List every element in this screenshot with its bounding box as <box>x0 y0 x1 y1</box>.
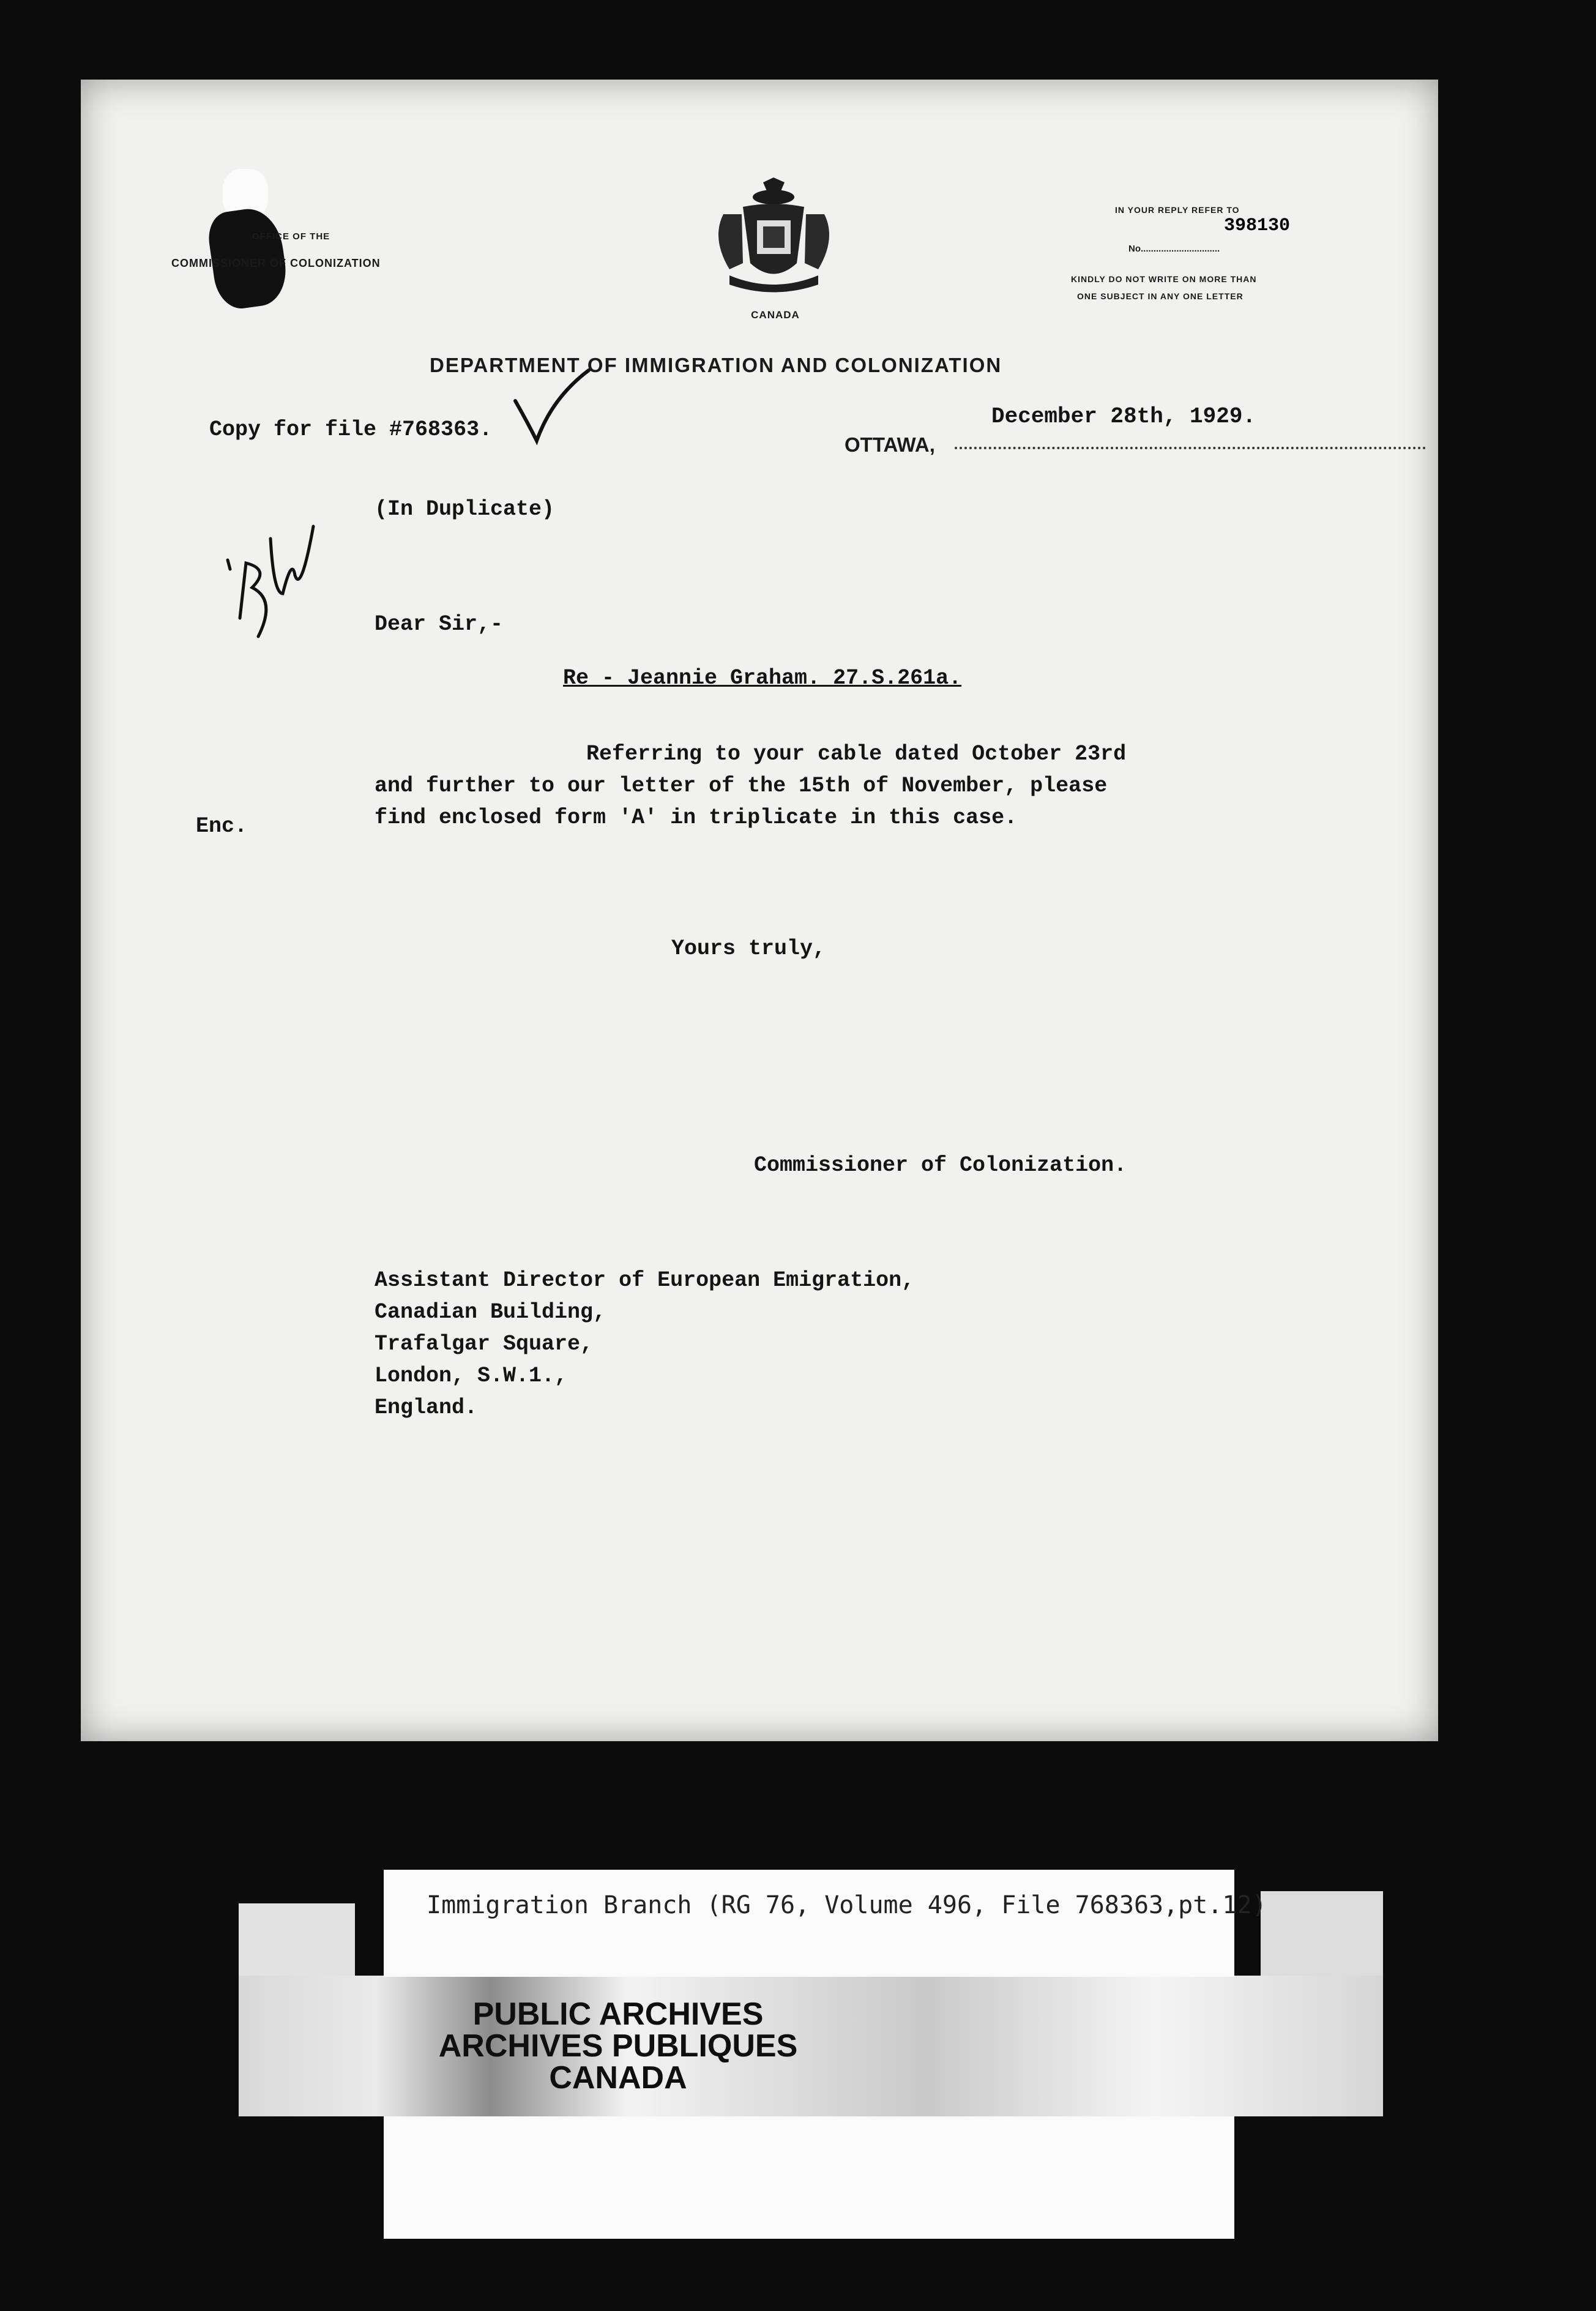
body-line-3: find enclosed form 'A' in triplicate in this case. <box>375 805 1018 830</box>
closing: Yours truly, <box>671 936 826 961</box>
reply-number: 398130 <box>1224 215 1291 236</box>
label-tab-right <box>1261 1891 1383 1977</box>
office-line-1: OFFICE OF THE <box>252 231 330 242</box>
reply-no-line: No............................... <box>1128 244 1220 254</box>
letter-date: December 28th, 1929. <box>991 404 1256 429</box>
ottawa-label: OTTAWA, <box>845 433 935 456</box>
handwritten-initials-icon <box>215 502 338 673</box>
department-heading: DEPARTMENT OF IMMIGRATION AND COLONIZATION <box>430 354 1002 376</box>
stamp-line-2: ARCHIVES PUBLIQUES <box>438 2028 798 2064</box>
letter-page <box>81 80 1438 1741</box>
stamp-line-1: PUBLIC ARCHIVES <box>472 1996 764 2032</box>
office-line-2: COMMISSIONER OF COLONIZATION <box>171 257 381 269</box>
body-line-1: Referring to your cable dated October 23rd <box>586 742 1127 766</box>
archive-stamp <box>282 1998 955 2094</box>
copy-for-file: Copy for file #768363. <box>209 417 493 442</box>
archive-reference-label <box>384 1870 1267 1977</box>
reply-label: IN YOUR REPLY REFER TO <box>1115 205 1240 215</box>
archive-reference: Immigration Branch (RG 76, Volume 496, File 768363,pt.12) <box>427 1891 1267 1919</box>
label-tab-left <box>239 1903 355 1977</box>
note-line-2: ONE SUBJECT IN ANY ONE LETTER <box>1077 291 1244 301</box>
crest-caption: CANADA <box>751 309 800 321</box>
address-line: England. <box>375 1395 478 1420</box>
body-line-2: and further to our letter of the 15th of November, please <box>375 774 1108 798</box>
enclosure-note: Enc. <box>196 814 248 838</box>
stamp-line-3: CANADA <box>549 2060 687 2096</box>
address-line: Canadian Building, <box>375 1300 606 1324</box>
archive-label-blank <box>384 2116 1234 2239</box>
in-duplicate: (In Duplicate) <box>375 497 555 521</box>
address-line: London, S.W.1., <box>375 1364 568 1388</box>
note-line-1: KINDLY DO NOT WRITE ON MORE THAN <box>1071 274 1257 284</box>
date-dotted-line <box>955 447 1426 449</box>
salutation: Dear Sir,- <box>375 612 504 637</box>
address-line: Trafalgar Square, <box>375 1332 594 1356</box>
subject-line: Re - Jeannie Graham. 27.S.261a. <box>563 666 962 690</box>
canada-crest-icon <box>705 177 843 300</box>
address-line: Assistant Director of European Emigration, <box>375 1268 915 1293</box>
checkmark-icon <box>509 367 595 447</box>
signature-title: Commissioner of Colonization. <box>754 1153 1127 1178</box>
